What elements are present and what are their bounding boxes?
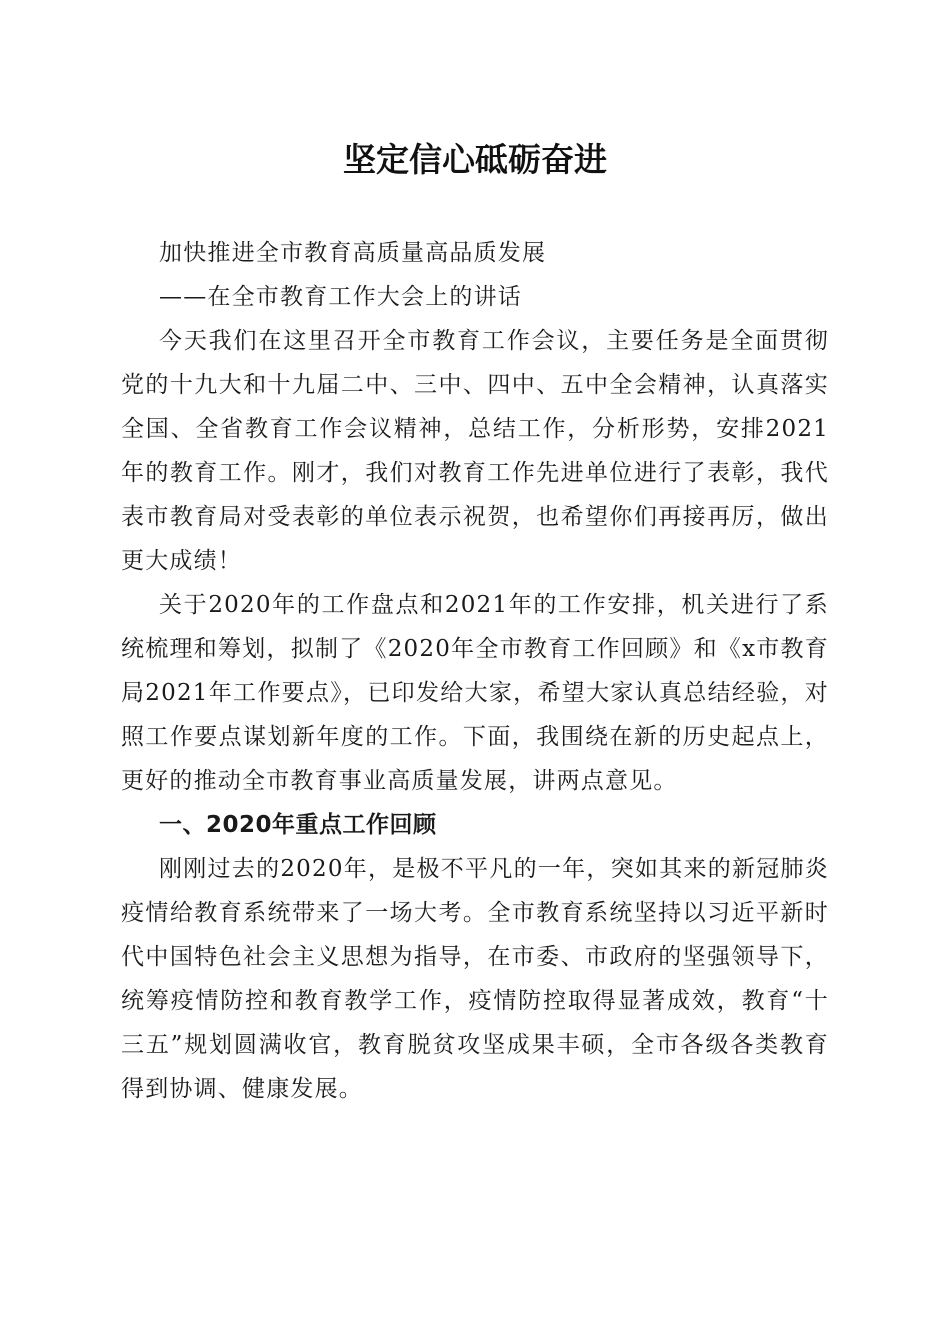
document-title: 坚定信心砥砺奋进 <box>343 140 607 179</box>
speech-occasion: ——在全市教育工作大会上的讲话 <box>159 284 522 310</box>
body-paragraph: 今天我们在这里召开全市教育工作会议，主要任务是全面贯彻党的十九大和十九届二中、三中、四中、五中全会精神，认真落实全国、全省教育工作会议精神，总结工作，分析形势，安排2021年的教育工作。刚才，我们对教育工作先进单位进行了表彰，我代表市教育局对受表彰的单位表示祝贺，也希望你们再接再厉，做出更大成绩！ <box>121 328 829 574</box>
body-paragraph: 刚刚过去的2020年，是极不平凡的一年，突如其来的新冠肺炎疫情给教育系统带来了一场大考。全市教育系统坚持以习近平新时代中国特色社会主义思想为指导，在市委、市政府的坚强领导下，统筹疫情防控和教育教学工作，疫情防控取得显著成效，教育“十三五”规划圆满收官，教育脱贫攻坚成果丰硕，全市各级各类教育得到协调、健康发展。 <box>121 856 829 1102</box>
section-heading: 一、2020年重点工作回顾 <box>159 812 437 838</box>
subtitle: 加快推进全市教育高质量高品质发展 <box>159 240 547 266</box>
document-body <box>121 231 829 1111</box>
body-paragraph: 关于2020年的工作盘点和2021年的工作安排，机关进行了系统梳理和筹划，拟制了《2020年全市教育工作回顾》和《x市教育局2021年工作要点》，已印发给大家，希望大家认真总结经验，对照工作要点谋划新年度的工作。下面，我围绕在新的历史起点上，更好的推动全市教育事业高质量发展，讲两点意见。 <box>121 592 829 794</box>
